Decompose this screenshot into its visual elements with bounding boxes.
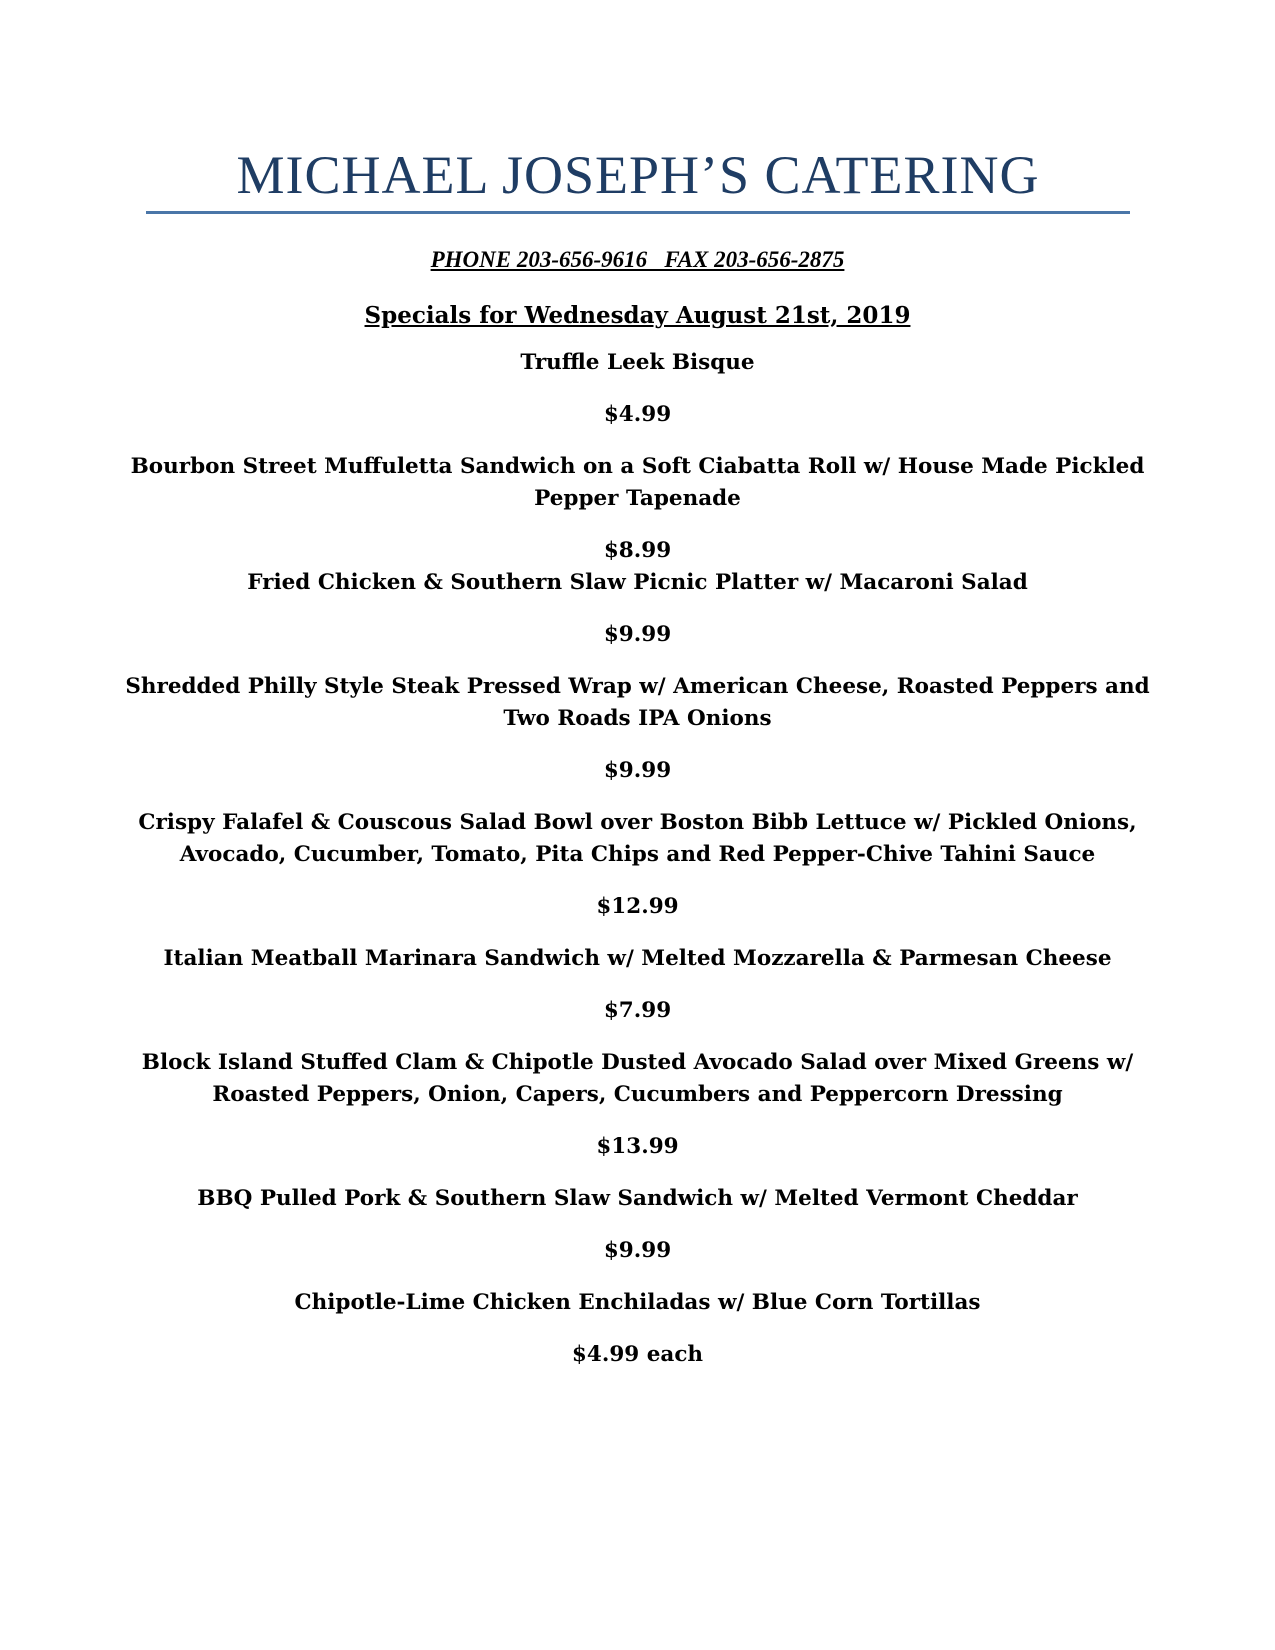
- specials-heading: Specials for Wednesday August 21st, 2019: [364, 302, 911, 329]
- contact-info: PHONE 203-656-9616 FAX 203-656-2875: [430, 247, 845, 272]
- menu-item-name-continued: Two Roads IPA Onions: [503, 706, 772, 731]
- menu-item-price: $9.99: [603, 758, 672, 783]
- menu-item-name: Chipotle-Lime Chicken Enchiladas w/ Blue Corn Tortillas: [294, 1290, 981, 1315]
- menu-item-name: Bourbon Street Muffuletta Sandwich on a Soft Ciabatta Roll w/ House Made Pickled: [130, 454, 1145, 479]
- menu-item-name: Italian Meatball Marinara Sandwich w/ Melted Mozzarella & Parmesan Cheese: [163, 946, 1112, 971]
- menu-item-name: Fried Chicken & Southern Slaw Picnic Platter w/ Macaroni Salad: [247, 570, 1028, 595]
- menu-item-price: $4.99 each: [571, 1342, 704, 1367]
- menu-item-price: $12.99: [596, 894, 679, 919]
- menu-item-name-continued: Avocado, Cucumber, Tomato, Pita Chips and Red Pepper-Chive Tahini Sauce: [179, 842, 1096, 867]
- menu-item-price: $4.99: [603, 402, 672, 427]
- menu-item-name: Shredded Philly Style Steak Pressed Wrap w/ American Cheese, Roasted Peppers and: [125, 674, 1150, 699]
- menu-item-name-continued: Pepper Tapenade: [534, 486, 741, 511]
- menu-item-price: $9.99: [603, 1238, 672, 1263]
- menu-item-price: $7.99: [603, 998, 672, 1023]
- menu-item-name-continued: Roasted Peppers, Onion, Capers, Cucumbers and Peppercorn Dressing: [212, 1082, 1063, 1107]
- menu-item-price: $13.99: [596, 1134, 679, 1159]
- menu-item-name: Crispy Falafel & Couscous Salad Bowl over Boston Bibb Lettuce w/ Pickled Onions,: [138, 810, 1137, 835]
- title-divider: [146, 211, 1130, 214]
- menu-item-name: BBQ Pulled Pork & Southern Slaw Sandwich w/ Melted Vermont Cheddar: [197, 1186, 1078, 1211]
- menu-item-name: Truffle Leek Bisque: [520, 350, 755, 375]
- menu-item-name: Block Island Stuffed Clam & Chipotle Dusted Avocado Salad over Mixed Greens w/: [141, 1050, 1134, 1075]
- page-title: MICHAEL JOSEPH’S CATERING: [236, 145, 1040, 205]
- menu-item-price: $8.99: [603, 538, 672, 563]
- menu-item-price: $9.99: [603, 622, 672, 647]
